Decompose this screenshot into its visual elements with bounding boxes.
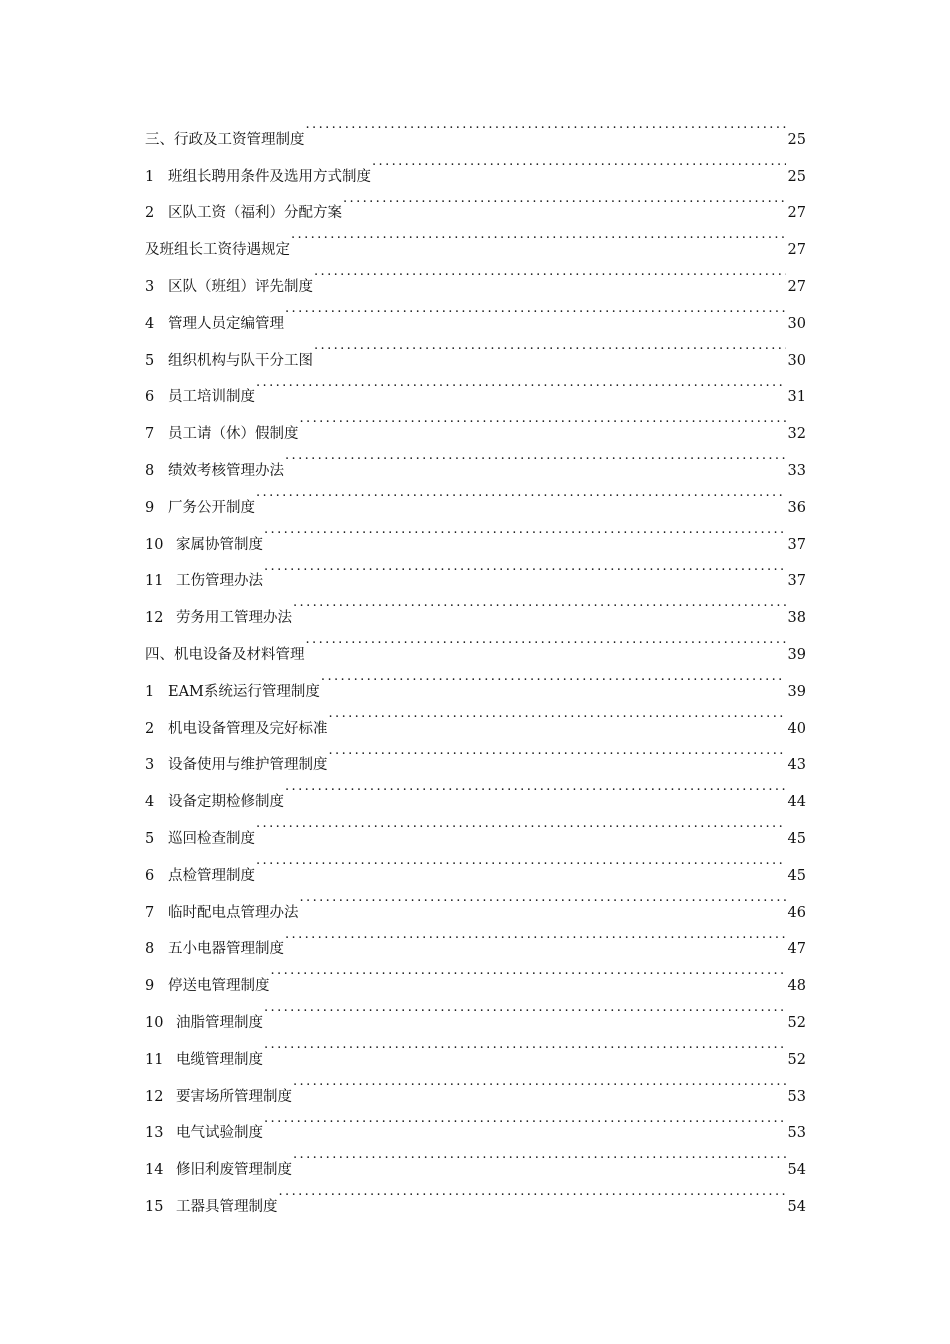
toc-entry-number: 4 bbox=[145, 794, 155, 811]
toc-entry-page-number: 45 bbox=[787, 867, 806, 884]
toc-entry-number: 2 bbox=[145, 720, 155, 737]
toc-entry-title: 设备使用与维护管理制度 bbox=[168, 757, 328, 774]
toc-entry-title: 组织机构与队干分工图 bbox=[168, 352, 313, 369]
toc-entry-page-number: 25 bbox=[787, 168, 806, 185]
toc-entry-number: 6 bbox=[145, 867, 155, 884]
toc-entry-title: 工器具管理制度 bbox=[176, 1198, 278, 1215]
toc-dot-leader bbox=[321, 659, 786, 696]
toc-entry-page-number: 39 bbox=[787, 683, 806, 700]
toc-entry-page-number: 31 bbox=[787, 389, 806, 406]
toc-entry-title: 工伤管理办法 bbox=[176, 573, 263, 590]
toc-entry-page-number: 43 bbox=[787, 757, 806, 774]
toc-dot-leader bbox=[329, 733, 786, 770]
toc-dot-leader bbox=[264, 549, 786, 586]
toc-entry-number: 3 bbox=[145, 278, 155, 295]
toc-dot-leader bbox=[372, 144, 786, 181]
toc-dot-leader bbox=[329, 696, 786, 733]
toc-entry-title: 机电设备管理及完好标准 bbox=[168, 720, 328, 737]
toc-entry-page-number: 52 bbox=[787, 1051, 806, 1068]
toc-entry-page-number: 48 bbox=[787, 978, 806, 995]
toc-entry-title: 三、行政及工资管理制度 bbox=[145, 131, 305, 148]
toc-dot-leader bbox=[285, 291, 786, 328]
toc-entry-title: 巡回检查制度 bbox=[168, 830, 255, 847]
toc-dot-leader bbox=[256, 365, 786, 402]
toc-entry-title: 厂务公开制度 bbox=[168, 499, 255, 516]
toc-entry-page-number: 33 bbox=[787, 462, 806, 479]
toc-entry-number: 1 bbox=[145, 683, 155, 700]
toc-entry-title: 油脂管理制度 bbox=[176, 1014, 263, 1031]
toc-entry-number: 2 bbox=[145, 205, 155, 222]
toc-entry-title: 劳务用工管理办法 bbox=[176, 610, 292, 627]
toc-dot-leader bbox=[293, 585, 786, 622]
toc-dot-leader bbox=[256, 475, 786, 512]
toc-entry-number: 5 bbox=[145, 830, 155, 847]
table-of-contents bbox=[145, 107, 806, 1215]
toc-dot-leader bbox=[256, 806, 786, 843]
toc-entry-page-number: 37 bbox=[787, 536, 806, 553]
toc-entry-number: 13 bbox=[145, 1125, 164, 1142]
toc-entry-number: 15 bbox=[145, 1198, 164, 1215]
toc-entry-title: 停送电管理制度 bbox=[168, 978, 270, 995]
toc-entry[interactable] bbox=[145, 107, 806, 148]
toc-entry-page-number: 54 bbox=[787, 1198, 806, 1215]
toc-entry-number: 10 bbox=[145, 536, 164, 553]
toc-entry-number: 10 bbox=[145, 1014, 164, 1031]
toc-entry-title: 员工培训制度 bbox=[168, 389, 255, 406]
toc-entry-number: 12 bbox=[145, 1088, 164, 1105]
toc-entry-page-number: 53 bbox=[787, 1125, 806, 1142]
toc-dot-leader bbox=[314, 328, 786, 365]
toc-entry-number: 9 bbox=[145, 499, 155, 516]
toc-entry-number: 8 bbox=[145, 462, 155, 479]
toc-dot-leader bbox=[285, 438, 786, 475]
toc-entry-page-number: 46 bbox=[787, 904, 806, 921]
toc-dot-leader bbox=[306, 622, 786, 659]
toc-entry-title: 区队工资（福利）分配方案 bbox=[168, 205, 342, 222]
toc-entry-page-number: 30 bbox=[787, 352, 806, 369]
toc-dot-leader bbox=[264, 1027, 786, 1064]
toc-entry-page-number: 32 bbox=[787, 426, 806, 443]
toc-entry-page-number: 30 bbox=[787, 315, 806, 332]
toc-dot-leader bbox=[343, 181, 786, 218]
toc-entry-page-number: 40 bbox=[787, 720, 806, 737]
toc-dot-leader bbox=[300, 880, 786, 917]
toc-entry-page-number: 54 bbox=[787, 1162, 806, 1179]
toc-entry-number: 5 bbox=[145, 352, 155, 369]
toc-dot-leader bbox=[293, 1064, 786, 1101]
toc-entry-page-number: 44 bbox=[787, 794, 806, 811]
toc-entry-page-number: 45 bbox=[787, 830, 806, 847]
toc-entry-number: 11 bbox=[145, 573, 164, 590]
toc-entry-title: 绩效考核管理办法 bbox=[168, 462, 284, 479]
toc-entry-title: 及班组长工资待遇规定 bbox=[145, 242, 290, 259]
toc-entry-number: 7 bbox=[145, 904, 155, 921]
toc-entry-page-number: 27 bbox=[787, 205, 806, 222]
toc-dot-leader bbox=[285, 917, 786, 954]
toc-dot-leader bbox=[291, 217, 786, 254]
toc-entry-title: 临时配电点管理办法 bbox=[168, 904, 299, 921]
toc-entry-number: 12 bbox=[145, 610, 164, 627]
toc-entry-number: 3 bbox=[145, 757, 155, 774]
toc-dot-leader bbox=[271, 953, 786, 990]
toc-entry-page-number: 52 bbox=[787, 1014, 806, 1031]
toc-entry-title: 区队（班组）评先制度 bbox=[168, 278, 313, 295]
toc-entry-page-number: 38 bbox=[787, 610, 806, 627]
toc-entry-page-number: 27 bbox=[787, 242, 806, 259]
toc-dot-leader bbox=[293, 1137, 786, 1174]
toc-entry-number: 14 bbox=[145, 1162, 164, 1179]
toc-entry-title: 班组长聘用条件及选用方式制度 bbox=[168, 168, 371, 185]
toc-entry-page-number: 27 bbox=[787, 278, 806, 295]
toc-entry-page-number: 39 bbox=[787, 646, 806, 663]
toc-dot-leader bbox=[279, 1174, 786, 1211]
toc-dot-leader bbox=[264, 990, 786, 1027]
toc-entry-number: 4 bbox=[145, 315, 155, 332]
toc-dot-leader bbox=[256, 843, 786, 880]
toc-entry-number: 7 bbox=[145, 426, 155, 443]
toc-entry-title: 员工请（休）假制度 bbox=[168, 426, 299, 443]
toc-entry-title: 电缆管理制度 bbox=[176, 1051, 263, 1068]
toc-entry-number: 1 bbox=[145, 168, 155, 185]
toc-entry-title: 四、机电设备及材料管理 bbox=[145, 646, 305, 663]
toc-entry-title: 点检管理制度 bbox=[168, 867, 255, 884]
toc-entry-number: 11 bbox=[145, 1051, 164, 1068]
toc-dot-leader bbox=[300, 401, 786, 438]
toc-dot-leader bbox=[285, 769, 786, 806]
toc-dot-leader bbox=[264, 1101, 786, 1138]
toc-entry-title: 家属协管制度 bbox=[176, 536, 263, 553]
toc-entry-page-number: 47 bbox=[787, 941, 806, 958]
toc-dot-leader bbox=[264, 512, 786, 549]
toc-entry-page-number: 53 bbox=[787, 1088, 806, 1105]
toc-entry-page-number: 36 bbox=[787, 499, 806, 516]
toc-entry-number: 6 bbox=[145, 389, 155, 406]
toc-entry-title: 管理人员定编管理 bbox=[168, 315, 284, 332]
toc-entry-title: 设备定期检修制度 bbox=[168, 794, 284, 811]
toc-entry-number: 9 bbox=[145, 978, 155, 995]
toc-entry-page-number: 25 bbox=[787, 131, 806, 148]
toc-entry-title: 电气试验制度 bbox=[176, 1125, 263, 1142]
toc-entry-number: 8 bbox=[145, 941, 155, 958]
toc-entry-title: 修旧利废管理制度 bbox=[176, 1162, 292, 1179]
toc-entry-page-number: 37 bbox=[787, 573, 806, 590]
toc-entry-title: 五小电器管理制度 bbox=[168, 941, 284, 958]
toc-dot-leader bbox=[314, 254, 786, 291]
toc-entry-title: EAM系统运行管理制度 bbox=[168, 683, 320, 700]
toc-entry-title: 要害场所管理制度 bbox=[176, 1088, 292, 1105]
toc-dot-leader bbox=[306, 107, 786, 144]
